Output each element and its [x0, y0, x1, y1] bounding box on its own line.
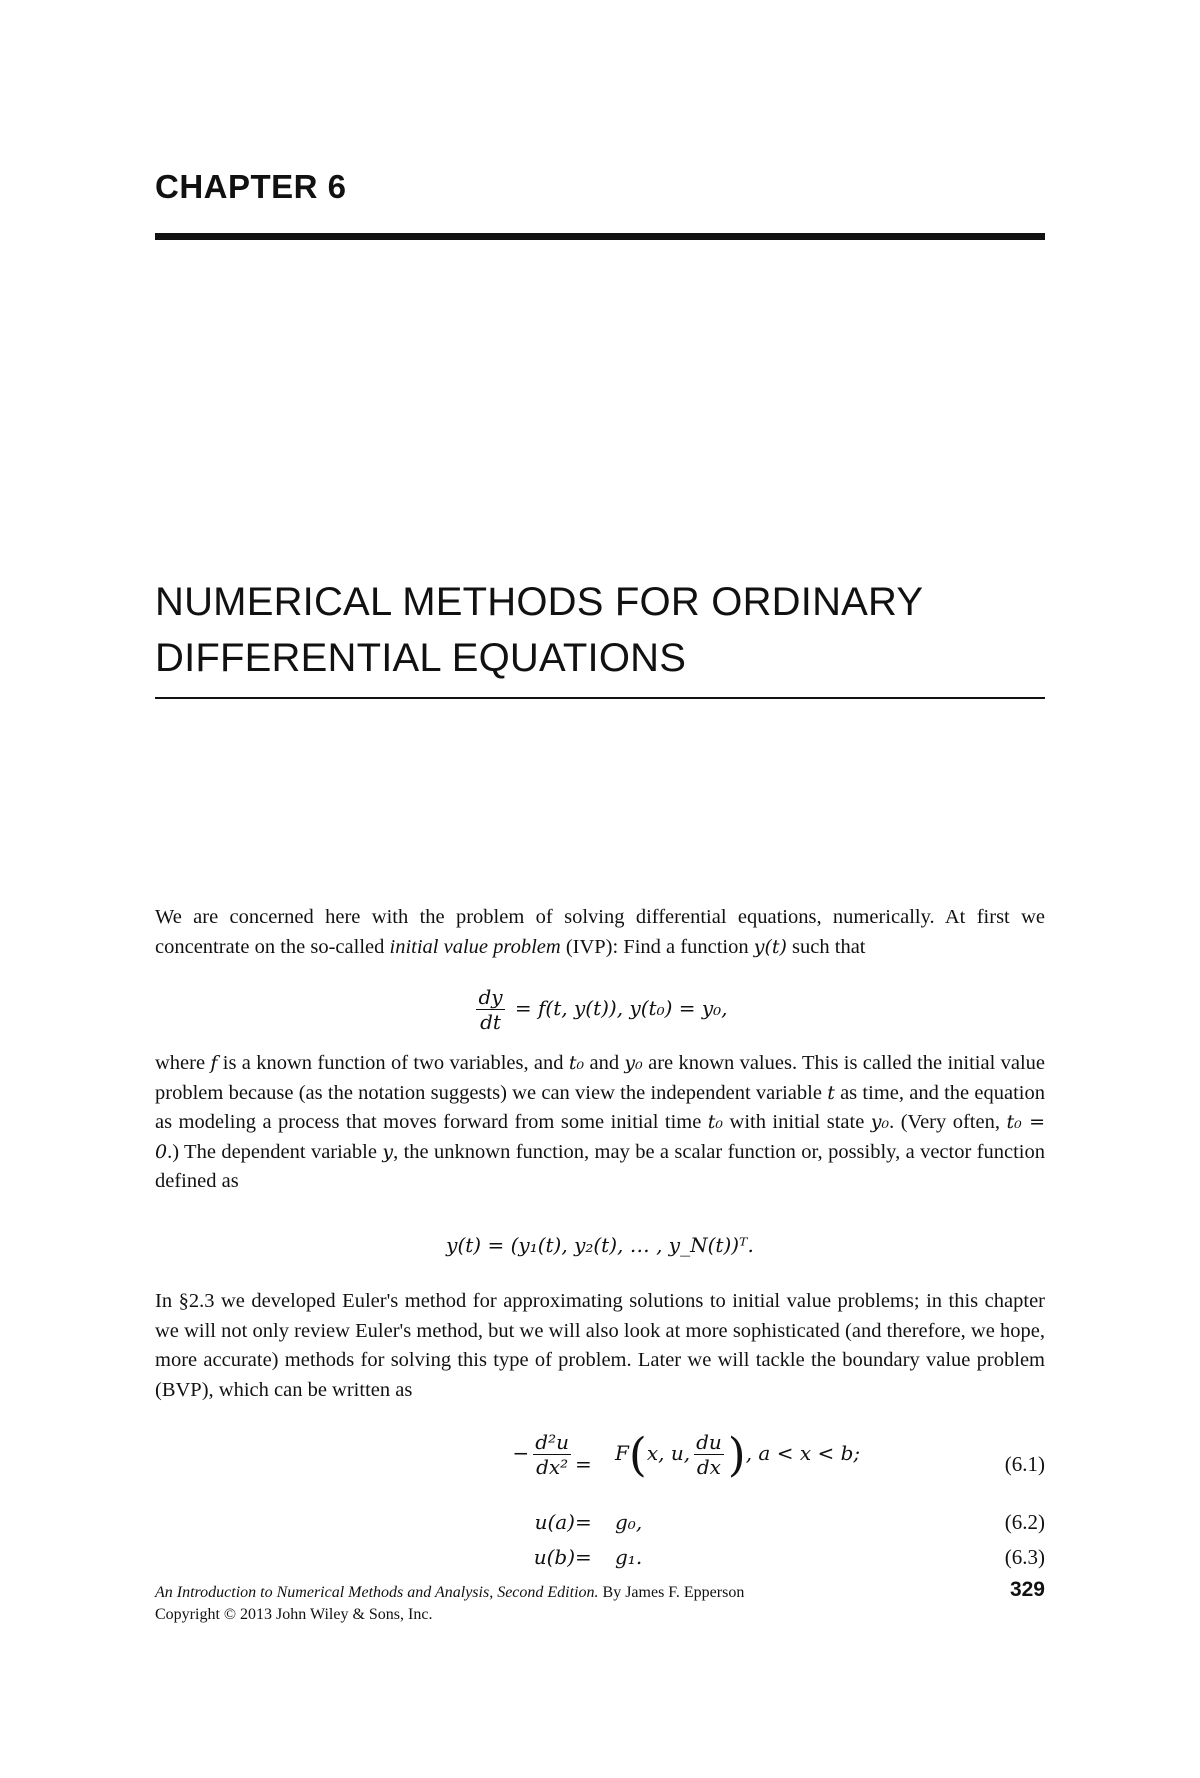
chapter-title-line-2: DIFFERENTIAL EQUATIONS: [155, 636, 687, 680]
equation-6-1-domain: , a < x < b;: [745, 1441, 861, 1465]
p2-math-y0: y₀: [624, 1052, 643, 1074]
equation-6-1-args: x, u,: [646, 1441, 691, 1465]
p2-text-h: , the unknown function, may be a scalar function or, possibly, a vector function defined as: [155, 1140, 1045, 1192]
p1-text-a: We are concerned here with the problem of solving differential equations, numerically. At first we concentrate on the so-called: [155, 906, 1045, 958]
p2-math-t0: t₀: [568, 1052, 585, 1074]
equation-6-2-label: (6.2): [1004, 1510, 1045, 1534]
p2-text-c: are known values. This is called the initial value problem because (as the notation suggests) we can view the independent variable: [155, 1052, 1046, 1104]
p2-math-y0b: y₀: [870, 1111, 890, 1133]
equation-6-2-lhs: u(a): [534, 1510, 575, 1534]
paragraph-ivp-description: [155, 1049, 1045, 1197]
equation-6-3-label: (6.3): [1004, 1545, 1045, 1569]
chapter-title: [155, 574, 1055, 686]
equation-vector: y(t) = (y₁(t), y₂(t), … , y_N(t))ᵀ.: [446, 1233, 754, 1257]
equation-6-1: [155, 1427, 1045, 1482]
equation-6-3-lhs: u(b): [533, 1545, 575, 1569]
p2-text-e: with initial state: [723, 1111, 871, 1133]
p2-math-f: f: [210, 1052, 218, 1074]
paragraph-intro: [155, 903, 1045, 962]
footer-credit: [155, 1582, 1045, 1604]
p2-text-and: and: [584, 1052, 625, 1074]
equation-6-2-rhs: g₀,: [615, 1510, 643, 1534]
equation-6-1-F: F: [615, 1441, 629, 1465]
equation-6-2-equals: =: [575, 1510, 592, 1534]
p2-text-b: is a known function of two variables, and: [217, 1052, 569, 1074]
footer-book-title: An Introduction to Numerical Methods and Analysis, Second Edition.: [155, 1584, 599, 1601]
chapter-label: CHAPTER 6: [155, 168, 347, 205]
equation-6-1-rhs: F(x, u, $\frac{du}{dx}$ ), a < x < b;: [615, 1427, 861, 1482]
equation-6-1-lhs: − $\frac{\text{d²u}}{\text{dx²}}$: [512, 1430, 569, 1479]
equation-ivp-denominator: dt: [480, 1010, 501, 1034]
p2-text-f: . (Very often,: [889, 1111, 1007, 1133]
chapter-rule-thin: [155, 697, 1045, 699]
chapter-title-line-1: NUMERICAL METHODS FOR ORDINARY: [155, 580, 924, 624]
equation-6-3: [155, 1545, 1045, 1585]
p1-text-c: such that: [786, 935, 866, 958]
equation-ivp-fraction: [476, 985, 504, 1034]
equation-6-1-lhs-den: dx²: [536, 1455, 569, 1479]
equation-6-1-lhs-num: d²u: [535, 1430, 569, 1454]
page-footer: [155, 1582, 1045, 1626]
p1-italic-ivp: initial value problem: [389, 935, 561, 958]
p1-text-b: (IVP): Find a function: [560, 935, 754, 958]
equation-6-1-rhs-num: du: [696, 1430, 722, 1454]
p2-text-g: .) The dependent variable: [167, 1140, 383, 1163]
page-number: 329: [1009, 1578, 1045, 1601]
equation-ivp: [155, 985, 1045, 1034]
p2-math-t0eq: t₀ = 0: [155, 1111, 1045, 1163]
p2-math-y: y: [382, 1140, 394, 1163]
p2-text-d: as time, and the equation as modeling a process that moves forward from some initial time: [155, 1081, 1045, 1133]
equation-ivp-numerator: dy: [478, 985, 503, 1009]
paragraph-bvp-intro: In §2.3 we developed Euler's method for approximating solutions to initial value problems; in this chapter we will not only review Euler's method, but we will also look at more sophisticated (and therefore, we hope, more accurate) methods for solving this type of problem. Later we will tackle the boundary value problem (BVP), which can be written as: [155, 1290, 1045, 1401]
footer-author: By James F. Epperson: [598, 1584, 745, 1601]
chapter-rule-thick: [155, 233, 1045, 240]
equation-6-1-label: (6.1): [1004, 1452, 1045, 1476]
footer-copyright: Copyright © 2013 John Wiley & Sons, Inc.: [155, 1606, 433, 1623]
p2-math-t0b: t₀: [707, 1111, 724, 1133]
equation-6-3-equals: =: [575, 1545, 592, 1569]
p2-text-a: where: [155, 1052, 211, 1074]
equation-6-1-rhs-den: dx: [696, 1455, 721, 1479]
equation-6-1-equals: =: [575, 1452, 592, 1476]
p1-math-yt: y(t): [753, 935, 787, 958]
p2-math-t: t: [827, 1081, 835, 1104]
equation-ivp-rhs: = f(t, y(t)), y(t₀) = y₀,: [514, 996, 728, 1020]
equation-6-2: [155, 1510, 1045, 1550]
equation-6-3-rhs: g₁.: [615, 1545, 643, 1569]
